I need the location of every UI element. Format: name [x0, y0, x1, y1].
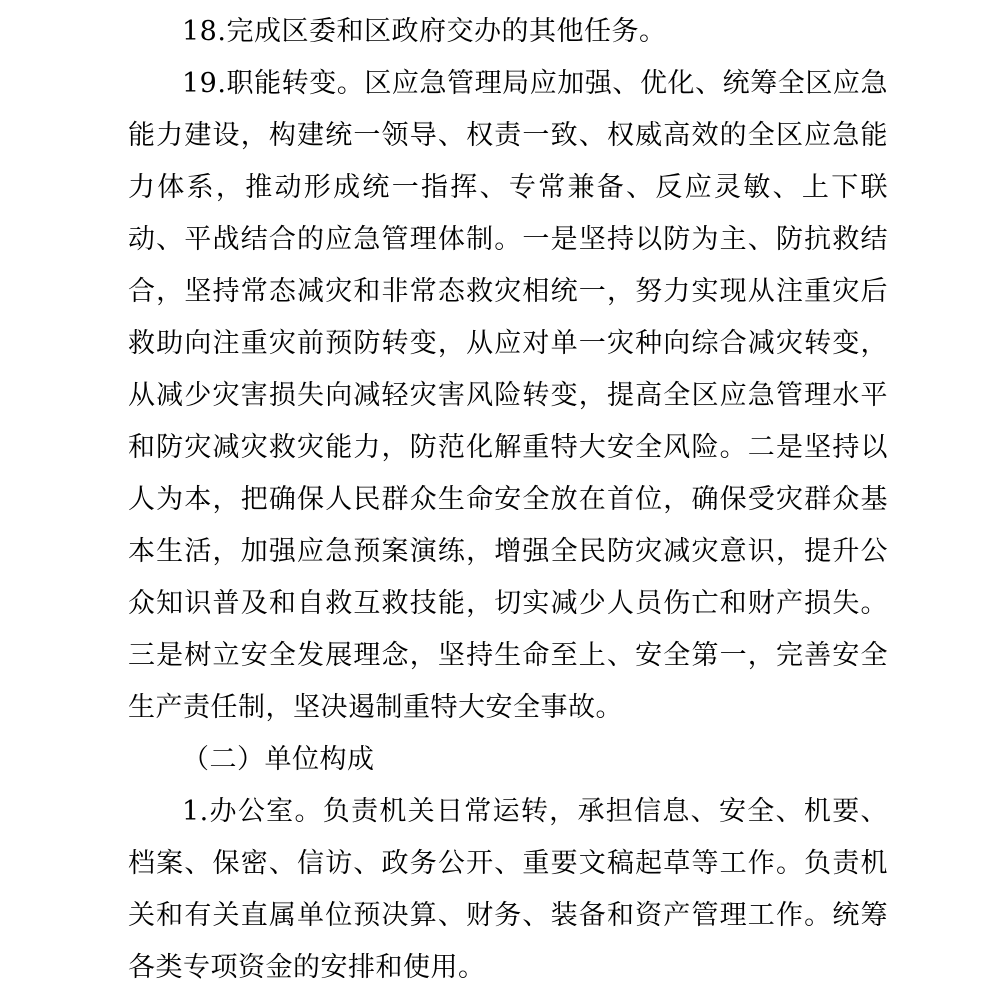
paragraph-item-18: 18.完成区委和区政府交办的其他任务。 [182, 16, 667, 47]
paragraph-section-two-heading: （二）单位构成 [182, 744, 375, 775]
paragraph-item-1-office: 1.办公室。负责机关日常运转，承担信息、安全、机要、档案、保密、信访、政务公开、重要文稿起草等工作。负责机关和有关直属单位预决算、财务、装备和资产管理工作。统筹各类专项资金的安排和使用。 [128, 796, 888, 983]
paragraph-item-19: 19.职能转变。区应急管理局应加强、优化、统筹全区应急能力建设，构建统一领导、权责一致、权威高效的全区应急能力体系，推动形成统一指挥、专常兼备、反应灵敏、上下联动、平战结合的应急管理体制。一是坚持以防为主、防抗救结合，坚持常态减灾和非常态救灾相统一，努力实现从注重灾后救助向注重灾前预防转变，从应对单一灾种向综合减灾转变，从减少灾害损失向减轻灾害风险转变，提高全区应急管理水平和防灾减灾救灾能力，防范化解重特大安全风险。二是坚持以人为本，把确保人民群众生命安全放在首位，确保受灾群众基本生活，加强应急预案演练，增强全民防灾减灾意识，提升公众知识普及和自救互救技能，切实减少人员伤亡和财产损失。三是树立安全发展理念，坚持生命至上、安全第一，完善安全生产责任制，坚决遏制重特大安全事故。 [128, 68, 888, 723]
